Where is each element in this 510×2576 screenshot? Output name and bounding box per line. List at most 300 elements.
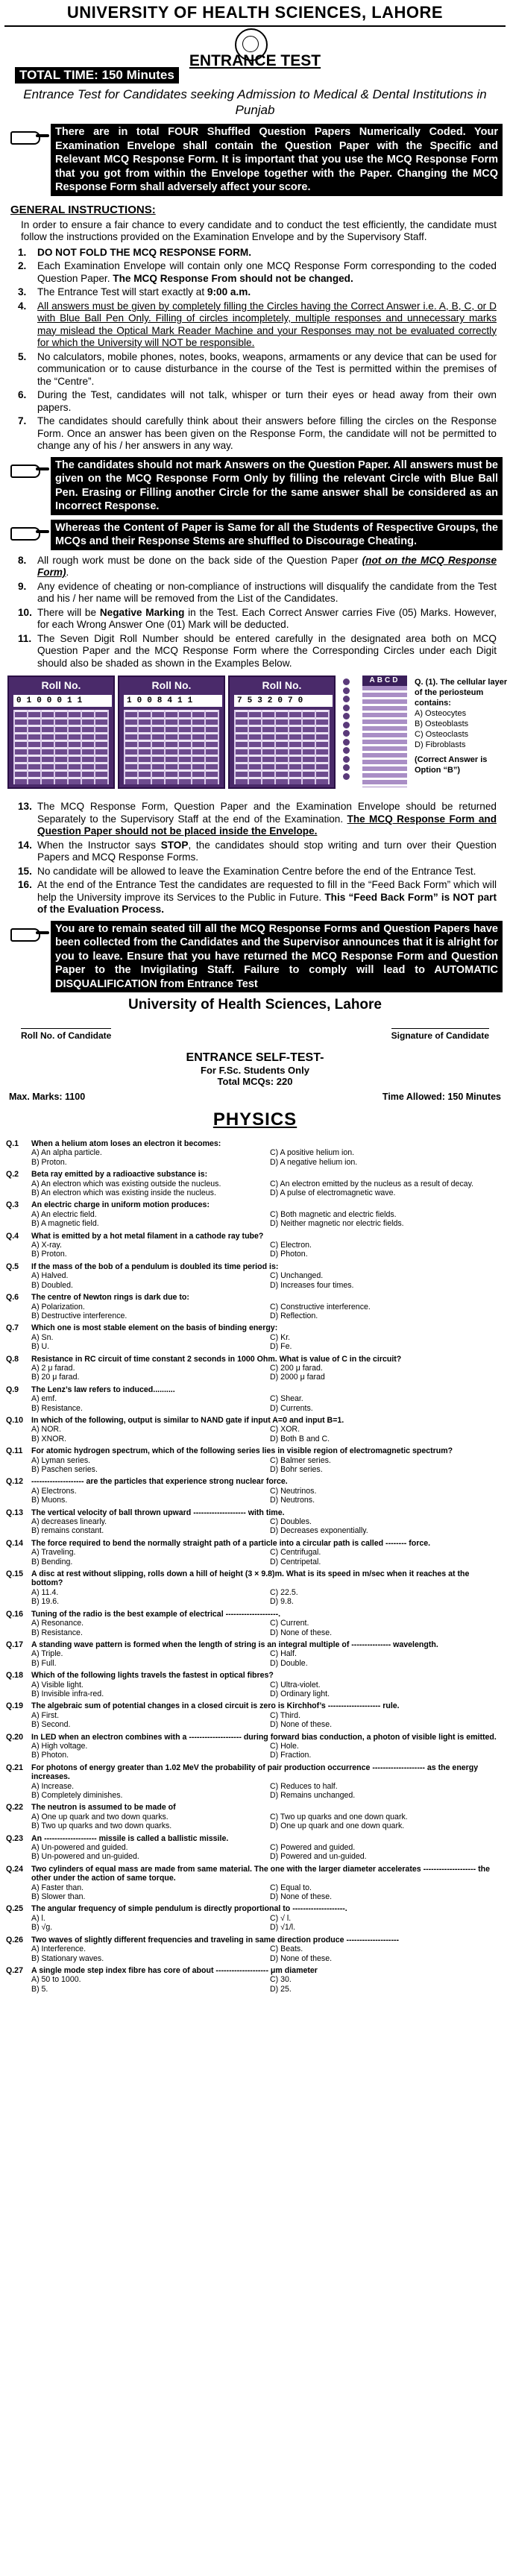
question-number: Q.11 [6,1446,23,1456]
question-options [31,1914,501,1933]
question [6,1834,501,1862]
question-line [6,1936,501,1944]
question-line [6,1232,501,1241]
question-line [6,1323,501,1332]
question-number: Q.13 [6,1508,23,1517]
question-number: Q.7 [6,1323,19,1333]
answer-option: B) Bending. [31,1557,73,1566]
instruction-text-part: in the Test. Each Correct Answer carries Five (05) Marks. However, for each Wrong Answer One (01) Mark will be deducted. [37,606,497,630]
question-text: A standing wave pattern is formed when the length of string is an integral multiple of --------------- wavelength. [31,1640,438,1649]
bubble [343,713,350,719]
answer-option: B) Slower than. [31,1892,86,1902]
question [6,1539,501,1566]
roll-of-candidate-label: Roll No. of Candidate [21,1028,111,1041]
signature-label: Signature of Candidate [391,1028,489,1041]
instructions-list-a [0,247,510,453]
question-text: Two cylinders of equal mass are made from same material. The one with the larger diameter accelerates -------------------- the other under the action of same torque. [31,1864,490,1883]
bubble [343,764,350,771]
instruction-item [18,389,497,414]
instruction-text-part: DO NOT FOLD THE MCQ RESPONSE FORM. [37,246,251,258]
question-line [6,1293,501,1302]
instruction-item [18,351,497,388]
question-line [6,1416,501,1425]
question-number: Q.10 [6,1415,23,1425]
question-number: Q.4 [6,1231,19,1241]
instruction-item [18,260,497,285]
answer-option: D) √1/l. [270,1923,296,1933]
instruction-text-part: . [66,567,69,578]
answer-option: D) A pulse of electromagnetic wave. [270,1188,396,1198]
physics-heading: PHYSICS [212,1109,298,1130]
answer-option: C) Constructive interference. [270,1302,371,1311]
answer-option: D) Decreases exponentially. [270,1526,368,1536]
question-text: An electric charge in uniform motion produces: [31,1200,210,1210]
answer-option: A) 2 μ farad. [31,1363,75,1373]
bubble [343,756,350,763]
answer-option: D) One up quark and one down quark. [270,1821,405,1831]
question-line [6,1446,501,1455]
fsc-students-label: For F.Sc. Students Only [201,1065,309,1076]
notice-remain-seated [9,921,503,993]
instruction-text-part: Negative Marking [99,606,185,618]
instruction-number: 8. [18,554,27,566]
answer-option: D) None of these. [270,1628,333,1637]
notice-no-marks-on-paper [9,457,503,515]
answer-option: A) Lyman series. [31,1455,91,1465]
instruction-item [18,801,497,838]
notice-text: There are in total FOUR Shuffled Question Papers Numerically Coded. Your Examination Envelope shall contain the Question Paper with the Specific and Relevant MCQ Response Form. It is important that you use the MCQ Response Form that you got from within the Envelope together with the Paper. Changing the MCQ Response Form shall adversely affect your score. [51,124,503,196]
answer-option: C) Reduces to half. [270,1781,338,1791]
answer-option: D) 25. [270,1984,292,1994]
answer-option: B) A magnetic field. [31,1219,99,1229]
question-options [31,1742,501,1760]
answer-option: B) Un-powered and un-guided. [31,1852,139,1862]
answer-option: C) Both magnetic and electric fields. [270,1209,397,1219]
question-line [6,1904,501,1913]
question [6,1610,501,1637]
answer-option: A) Increase. [31,1781,75,1791]
answer-option: D) Both B and C. [270,1434,330,1443]
question [6,1323,501,1351]
answer-option: B) XNOR. [31,1434,67,1443]
roll-number-example [118,676,225,789]
answer-option: B) U. [31,1342,50,1352]
question [6,1477,501,1505]
general-instructions-heading: GENERAL INSTRUCTIONS: [10,203,156,216]
instruction-text-part: All rough work must be done on the back side of the Question Paper [37,554,362,566]
instruction-text-part: There will be [37,606,100,618]
answer-option: C) 200 μ farad. [270,1363,323,1373]
entrance-test-row [0,27,510,67]
question-options [31,1241,501,1259]
bubble [343,722,350,728]
answer-option: C) Balmer series. [270,1455,331,1465]
question-text: When a helium atom loses an electron it becomes: [31,1139,221,1148]
answer-option: C) 22.5. [270,1587,298,1597]
question-text: The neutron is assumed to be made of [31,1803,176,1813]
question-text: What is emitted by a hot metal filament in a cathode ray tube? [31,1231,264,1241]
answer-option: D) None of these. [270,1892,333,1902]
answer-option: D) 2000 μ farad [270,1373,325,1382]
instruction-text [37,840,497,864]
question-options [31,1843,501,1862]
question [6,1170,501,1197]
answer-option: D) Bohr series. [270,1465,323,1474]
pointing-hand-icon [9,523,51,545]
roll-bubble-grid [13,710,109,784]
test-subtitle: Entrance Test for Candidates seeking Admission to Medical & Dental Institutions in Punjab [23,87,487,117]
physics-questions [0,1139,510,1994]
question-text: If the mass of the bob of a pendulum is doubled its time period is: [31,1262,279,1271]
question-text: Which one is most stable element on the basis of binding energy: [31,1323,278,1333]
question-number: Q.15 [6,1569,23,1579]
instruction-text [37,581,497,605]
instruction-item [18,555,497,579]
question-number: Q.18 [6,1671,23,1681]
question-number: Q.26 [6,1935,23,1944]
instruction-text [37,879,497,916]
question-options [31,1148,501,1167]
answer-option: D) Ordinary light. [270,1689,330,1698]
roll-digits: 1008411 [124,695,222,707]
footer-university: University of Health Sciences, Lahore [128,997,382,1013]
answer-option: C) Two up quarks and one down quark. [270,1812,408,1821]
instruction-text-part: This “Feed Back Form” is NOT part of the Evaluation Process. [37,891,497,915]
roll-label: Roll No. [262,679,302,691]
instruction-text [37,801,497,838]
question-number: Q.14 [6,1538,23,1548]
question-text: A disc at rest without slipping, rolls down a hill of height (3 × 9.8)m. What is its speed in m/sec when it reaches at the bottom? [31,1569,470,1588]
answer-option: D) Reflection. [270,1311,318,1320]
answer-option: D) Fraction. [270,1751,312,1760]
question-options [31,1180,501,1198]
max-marks: Max. Marks: 1100 [9,1092,86,1102]
question-options [31,1975,501,1994]
question [6,1733,501,1760]
question-options [31,1711,501,1730]
question-text: An -------------------- missile is called a ballistic missile. [31,1833,229,1843]
instruction-text-part: 9:00 a.m. [207,286,251,297]
question [6,1671,501,1698]
notice-text: The candidates should not mark Answers on the Question Paper. All answers must be given on the MCQ Response Form Only by filling the relevant Circle with Blue Ball Pen. Erasing or Filling another Circle for the same answer shall be considered as an Incorrect Response. [51,457,503,515]
question-text: -------------------- are the particles that experience strong nuclear force. [31,1477,288,1487]
notice-text: Whereas the Content of Paper is Same for all the Students of Respective Groups, the MCQs and their Response Stems are shuffled to Discourage Cheating. [51,520,503,550]
answer-option: B) Resistance. [31,1403,83,1413]
answer-option: D) Neither magnetic nor electric fields. [270,1219,404,1229]
answer-option: B) Full. [31,1658,57,1668]
question-options [31,1681,501,1699]
answer-option: B) An electron which was existing inside the nucleus. [31,1188,216,1198]
answer-option: B) Two up quarks and two down quarks. [31,1821,172,1831]
question-line [6,1385,501,1394]
instruction-item [18,247,497,259]
answer-option: C) Centrifugal. [270,1548,321,1558]
instruction-text-part: , the candidates should stop writing and turn over their Question Papers and MCQ Response Forms. [37,839,497,863]
question-text: The centre of Newton rings is dark due to: [31,1293,189,1303]
answer-grid-rows [362,686,407,787]
answer-option: A) NOR. [31,1425,62,1435]
question-line [6,1539,501,1548]
question-options [31,1456,501,1475]
bubble [343,696,350,702]
question-text: For photons of energy greater than 1.02 MeV the probability of pair production occurrence -------------------- as the energy increases. [31,1763,479,1782]
answer-option: B) Invisible infra-red. [31,1689,104,1698]
question-text: Which of the following lights travels the fastest in optical fibres? [31,1671,274,1681]
question-line [6,1170,501,1179]
answer-option: A) Interference. [31,1944,86,1954]
university-title: UNIVERSITY OF HEALTH SCIENCES, LAHORE [66,3,444,22]
instruction-item [18,879,497,916]
bubble [343,739,350,746]
question-line [6,1834,501,1843]
question-line [6,1763,501,1782]
answer-option: B) Paschen series. [31,1465,98,1474]
answer-option: D) Remains unchanged. [270,1791,356,1800]
bubble [343,730,350,737]
instruction-text-part: The MCQ Response Form and Question Paper should not be placed inside the Envelope. [37,813,497,837]
question-options [31,1588,501,1607]
question-options [31,1364,501,1382]
question [6,1262,501,1290]
question-number: Q.6 [6,1293,19,1303]
pointing-hand-icon [9,460,51,482]
entrance-test-title: ENTRANCE TEST [189,52,321,69]
answer-option: A) 50 to 1000. [31,1975,81,1985]
question-options [31,1210,501,1229]
answer-option: A) An electric field. [31,1209,97,1219]
question-line [6,1701,501,1710]
answer-bubble-column [343,678,353,781]
answer-option: B) Muons. [31,1496,68,1505]
question-line [6,1200,501,1209]
instructions-intro: In order to ensure a fair chance to every candidate and to conduct the test efficiently, the candidate must follow the instructions provided on the Examination Envelope and by the Supervisory Staff. [21,218,497,242]
question-line [6,1803,501,1812]
bubble [343,773,350,780]
pointing-hand-icon [9,924,51,946]
notice-shuffled-papers [9,124,503,196]
answer-option: C) Beats. [270,1944,303,1954]
question-options [31,1883,501,1902]
answer-option: D) Photon. [270,1250,308,1259]
answer-option: D) None of these. [270,1953,333,1963]
question-text: The Lenz’s law refers to induced.......... [31,1385,175,1394]
example-option: D) Fibroblasts [415,740,466,749]
bubble [343,687,350,694]
question-line [6,1671,501,1680]
answer-option: A) X-ray. [31,1241,63,1250]
question-options [31,1813,501,1831]
total-mcqs-label: Total MCQs: 220 [217,1076,293,1087]
answer-option: A) Triple. [31,1649,63,1659]
question [6,1701,501,1729]
answer-option: C) Shear. [270,1394,303,1404]
answer-option: C) Doubles. [270,1517,312,1527]
question-number: Q.1 [6,1139,19,1148]
answer-option: D) 9.8. [270,1597,294,1607]
instruction-number: 11. [18,632,32,644]
question-line [6,1640,501,1649]
instruction-text [37,866,497,878]
instruction-item [18,581,497,605]
question-options [31,1303,501,1321]
answer-option: D) Centripetal. [270,1557,321,1566]
question-number: Q.22 [6,1803,23,1813]
question-line [6,1355,501,1364]
question-number: Q.2 [6,1170,19,1180]
question-number: Q.17 [6,1640,23,1649]
example-option: B) Osteoblasts [415,719,469,728]
instruction-text-part: Each Examination Envelope will contain only one MCQ Response Form corresponding to the coded Question Paper. [37,260,497,284]
question-number: Q.21 [6,1763,23,1772]
answer-option: A) emf. [31,1394,57,1404]
answer-option: B) Photon. [31,1751,69,1760]
notice-text: You are to remain seated till all the MCQ Response Forms and Question Papers have been collected from the Candidates and the Supervisor announces that it is alright for you to leave. Ensure that you have returned the MCQ Response Form and Question Paper to the Invigilating Staff. Failure to comply will lead to AUTOMATIC DISQUALIFICATION from Entrance Test [51,921,503,993]
question [6,1966,501,1994]
question [6,1200,501,1228]
answer-option: A) One up quark and two down quarks. [31,1812,169,1821]
answer-option: A) Polarization. [31,1302,85,1311]
example-option: A) Osteocytes [415,709,467,718]
instruction-number: 15. [18,865,32,877]
answer-option: B) 19.6. [31,1597,60,1607]
answer-option: B) Resistance. [31,1628,83,1637]
answer-option: C) An electron emitted by the nucleus as a result of decay. [270,1179,474,1188]
answer-grid-header: ABCD [362,676,407,686]
question-text: In LED when an electron combines with a -------------------- during forward bias conduction, a photon of visible light is emitted. [31,1732,497,1742]
instruction-text-part: Any evidence of cheating or non-compliance of instructions will disqualify the candidate from the Test and his / her name will be removed from the List of the Candidates. [37,580,497,604]
question-text: The angular frequency of simple pendulum is directly proportional to --------------------. [31,1904,347,1914]
instruction-number: 14. [18,839,32,851]
bubble [343,747,350,754]
instruction-number: 6. [18,389,27,400]
answer-option: B) 5. [31,1984,48,1994]
question-text: The force required to bend the normally straight path of a particle into a circular path is called -------- force. [31,1538,431,1548]
answer-option: B) Proton. [31,1250,67,1259]
answer-option: A) Electrons. [31,1486,77,1496]
instruction-number: 1. [18,246,27,258]
question [6,1904,501,1932]
answer-option: A) First. [31,1710,60,1720]
answer-option: A) Traveling. [31,1548,76,1558]
question [6,1936,501,1963]
roll-bubble-grid [124,710,219,784]
question-line [6,1865,501,1883]
marks-time-row [9,1092,501,1102]
instruction-number: 4. [18,300,27,312]
question-number: Q.8 [6,1354,19,1364]
instruction-text-part: At the end of the Entrance Test the candidates are requested to fill in the “Feed Back Form” which will help the University improve its Services to the Public in Future. [37,879,497,903]
answer-option: C) Unchanged. [270,1271,324,1281]
example-question [415,677,510,775]
question-options [31,1394,501,1413]
answer-option: D) Powered and un-guided. [270,1852,367,1862]
question-options [31,1271,501,1290]
answer-option: B) 20 μ farad. [31,1373,80,1382]
question-number: Q.9 [6,1385,19,1394]
instruction-number: 7. [18,415,27,426]
question-number: Q.12 [6,1477,23,1487]
instruction-text [37,607,497,632]
answer-option: B) Stationary waves. [31,1953,104,1963]
answer-option: C) Electron. [270,1241,312,1250]
question [6,1763,501,1801]
answer-option: B) √g. [31,1923,53,1933]
answer-grid-example [362,676,407,787]
question-line [6,1610,501,1619]
answer-option: A) Faster than. [31,1883,84,1892]
instruction-text-part: (not on the MCQ Response Form) [37,554,497,578]
answer-option: D) A negative helium ion. [270,1157,358,1167]
question-options [31,1782,501,1801]
instruction-text-part: STOP [160,839,189,851]
answer-option: D) Currents. [270,1403,313,1413]
answer-option: A) An electron which was existing outside the nucleus. [31,1179,221,1188]
question-text: In which of the following, output is similar to NAND gate if input A=0 and input B=1. [31,1415,344,1425]
total-time-badge: TOTAL TIME: 150 Minutes [15,67,179,84]
question-text: For atomic hydrogen spectrum, which of the following series lies in visible region of electromagnetic spectrum? [31,1446,453,1456]
answer-option: C) Ultra-violet. [270,1680,321,1689]
answer-option: B) Completely diminishes. [31,1791,123,1800]
question [6,1355,501,1382]
answer-option: B) remains constant. [31,1526,104,1536]
question-number: Q.25 [6,1904,23,1914]
answer-option: C) Neutrinos. [270,1486,317,1496]
question-options [31,1944,501,1963]
answer-option: A) Resonance. [31,1619,84,1628]
instruction-number: 16. [18,879,32,890]
question-number: Q.5 [6,1262,19,1271]
instruction-text-part: All answers must be given by completely filling the Circles having the Correct Answer i.e. A, B, C, or D with Blue Ball Pen Only. Filling of circles incompletely, multiple responses and unnecessary marks may mislead the Optical Mark Reader Machine and your Responses may not be evaluated correctly for which the University will NOT be responsible. [37,300,497,348]
notice-shuffled-mcqs [9,520,503,550]
answer-option: C) Powered and guided. [270,1843,356,1853]
answer-option: C) Half. [270,1649,297,1659]
question [6,1139,501,1167]
answer-option: C) Current. [270,1619,309,1628]
question-text: The algebraic sum of potential changes in a closed circuit is zero is Kirchhof’s -------------------- rule. [31,1701,400,1711]
question-text: Resistance in RC circuit of time constant 2 seconds in 1000 Ohm. What is value of C in the circuit? [31,1354,402,1364]
instruction-text [37,415,497,453]
roll-label: Roll No. [151,679,192,691]
question [6,1803,501,1830]
instruction-item [18,286,497,299]
instruction-text-part: The MCQ Response From should not be changed. [113,272,353,284]
question-options [31,1548,501,1566]
answer-option: C) √ l. [270,1913,292,1923]
question-line [6,1262,501,1271]
answer-option: A) l. [31,1913,45,1923]
instruction-number: 13. [18,801,32,812]
question [6,1446,501,1474]
bubble [343,678,350,685]
question-options [31,1333,501,1352]
instruction-item [18,300,497,350]
answer-option: A) Un-powered and guided. [31,1843,128,1853]
question-options [31,1517,501,1536]
question-options [31,1649,501,1668]
instruction-text [37,300,497,350]
example-option: C) Osteoclasts [415,730,469,739]
question-line [6,1508,501,1517]
question-line [6,1569,501,1588]
answer-option: B) Destructive interference. [31,1311,128,1320]
answer-option: B) Second. [31,1720,71,1730]
instruction-text [37,260,497,285]
instruction-text-part: During the Test, candidates will not talk, whisper or turn their eyes or head away from their own papers. [37,389,497,413]
roll-digits: 7532070 [234,695,333,707]
instruction-text-part: No candidate will be allowed to leave the Examination Centre before the end of the Entrance Test. [37,865,476,877]
instruction-item [18,866,497,878]
question-number: Q.27 [6,1965,23,1975]
